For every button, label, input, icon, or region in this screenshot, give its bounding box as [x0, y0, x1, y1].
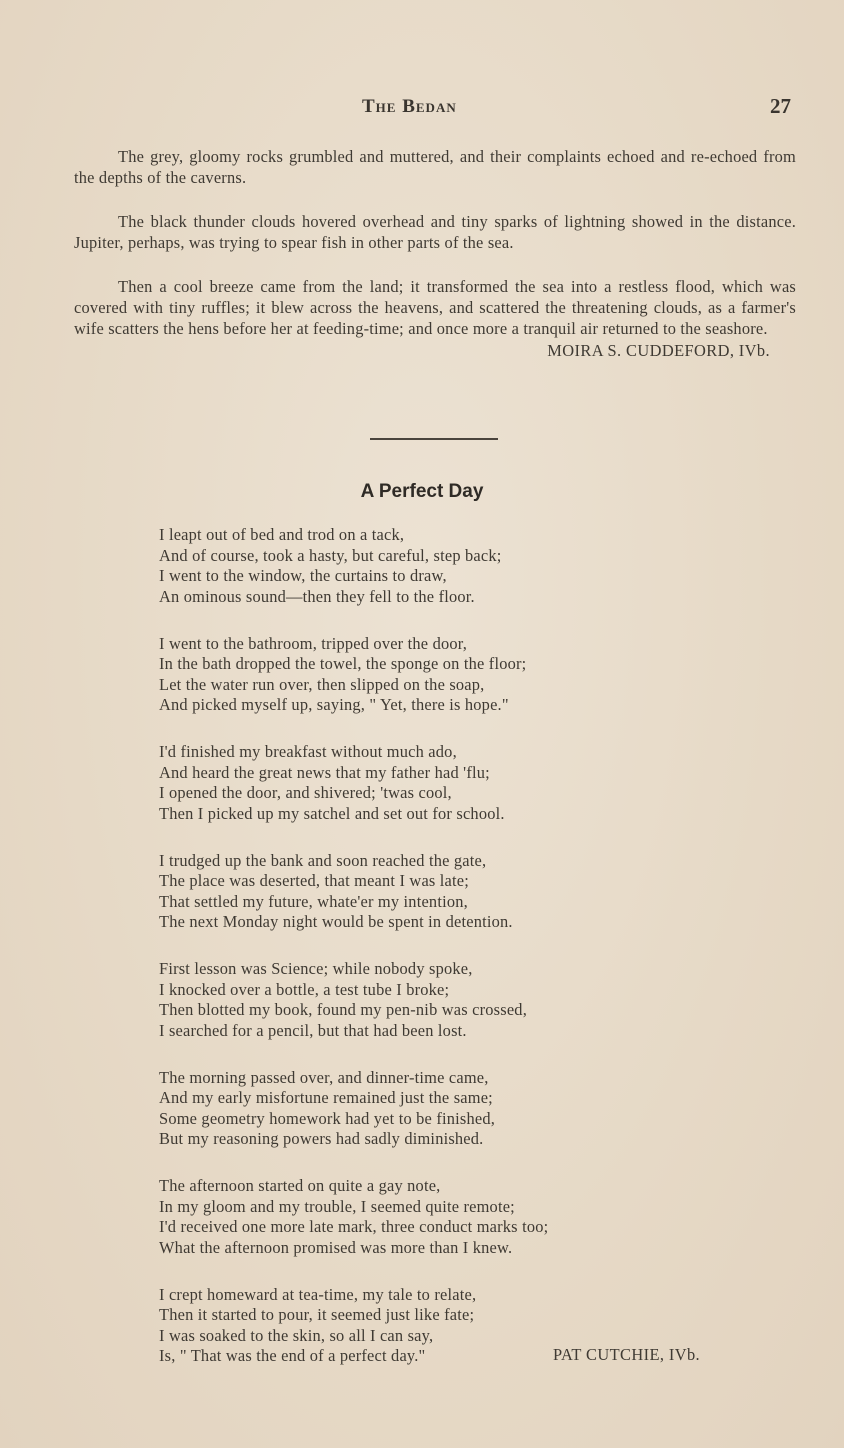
poem-body — [159, 525, 769, 1367]
poem-line: I searched for a pencil, but that had been lost. — [159, 1020, 467, 1040]
poem-line: The afternoon started on quite a gay note, — [159, 1176, 441, 1195]
poem-line: Some geometry homework had yet to be finished, — [159, 1108, 496, 1128]
poem-line: I trudged up the bank and soon reached the gate, — [159, 850, 487, 870]
poem-line: The place was deserted, that meant I was late; — [159, 871, 470, 890]
poem-line: That settled my future, whate'er my intention, — [159, 891, 468, 911]
poem-stanza — [159, 525, 769, 607]
poem-title: A Perfect Day — [360, 481, 484, 502]
poem-stanza — [159, 851, 769, 933]
poem-line: I opened the door, and shivered; 'twas cool, — [159, 783, 452, 802]
poem-stanza — [159, 634, 769, 716]
poem-line: The morning passed over, and dinner-time came, — [159, 1067, 489, 1087]
poem-line: Is, " That was the end of a perfect day." — [159, 1346, 426, 1365]
poem-line: In my gloom and my trouble, I seemed quite remote; — [159, 1196, 515, 1216]
poem-line: I knocked over a bottle, a test tube I broke; — [159, 979, 450, 999]
poem-line: But my reasoning powers had sadly diminished. — [159, 1129, 484, 1148]
poem-line: In the bath dropped the towel, the sponge on the floor; — [159, 654, 527, 673]
prose-section — [74, 146, 796, 361]
poem-line: And of course, took a hasty, but careful, step back; — [159, 545, 502, 565]
page-number: 27 — [770, 94, 791, 118]
poem-line: I crept homeward at tea-time, my tale to relate, — [159, 1284, 477, 1304]
poem-line: The next Monday night would be spent in detention. — [159, 912, 513, 931]
section-divider — [370, 438, 498, 440]
poem-line: I'd finished my breakfast without much ado, — [159, 742, 457, 761]
poem-line: An ominous sound—then they fell to the floor. — [159, 586, 475, 606]
prose-paragraph: Then a cool breeze came from the land; it transformed the sea into a restless flood, which was covered with tiny ruffles; it blew across the heavens, and scattered the threatening clouds, as a farmer's wife scatters the hens before her at feeding-time; and once more a tranquil air returned to the seashore. — [74, 277, 796, 338]
prose-paragraph: The black thunder clouds hovered overhead and tiny sparks of lightning showed in the distance. Jupiter, perhaps, was trying to spear fish in other parts of the sea. — [74, 212, 796, 252]
poem-line: And heard the great news that my father had 'flu; — [159, 762, 490, 782]
poem-line: I leapt out of bed and trod on a tack, — [159, 525, 405, 544]
poem-line: I went to the bathroom, tripped over the door, — [159, 633, 468, 653]
running-title: The Bedan — [362, 96, 457, 117]
poem-line: Then I picked up my satchel and set out for school. — [159, 803, 505, 823]
prose-author: MOIRA S. CUDDEFORD, IVb. — [547, 341, 770, 360]
poem-stanza — [159, 1068, 769, 1150]
poem-stanza — [159, 1176, 769, 1258]
poem-line: Then it started to pour, it seemed just like fate; — [159, 1305, 475, 1324]
poem-line: First lesson was Science; while nobody spoke, — [159, 959, 473, 978]
poem-author: PAT CUTCHIE, IVb. — [553, 1345, 701, 1364]
poem-line: Then blotted my book, found my pen-nib was crossed, — [159, 1000, 528, 1019]
poem-line: And my early misfortune remained just the same; — [159, 1088, 493, 1107]
poem-stanza — [159, 742, 769, 824]
poem-line: And picked myself up, saying, " Yet, there is hope." — [159, 695, 509, 714]
poem-line: I'd received one more late mark, three conduct marks too; — [159, 1217, 549, 1236]
poem-stanza — [159, 959, 769, 1041]
poem-line: Let the water run over, then slipped on the soap, — [159, 674, 485, 694]
poem-line: What the afternoon promised was more than I knew. — [159, 1237, 513, 1257]
prose-paragraph: The grey, gloomy rocks grumbled and muttered, and their complaints echoed and re-echoed from the depths of the caverns. — [74, 147, 796, 187]
poem-line: I was soaked to the skin, so all I can say, — [159, 1325, 434, 1345]
poem-line: I went to the window, the curtains to draw, — [159, 566, 447, 585]
